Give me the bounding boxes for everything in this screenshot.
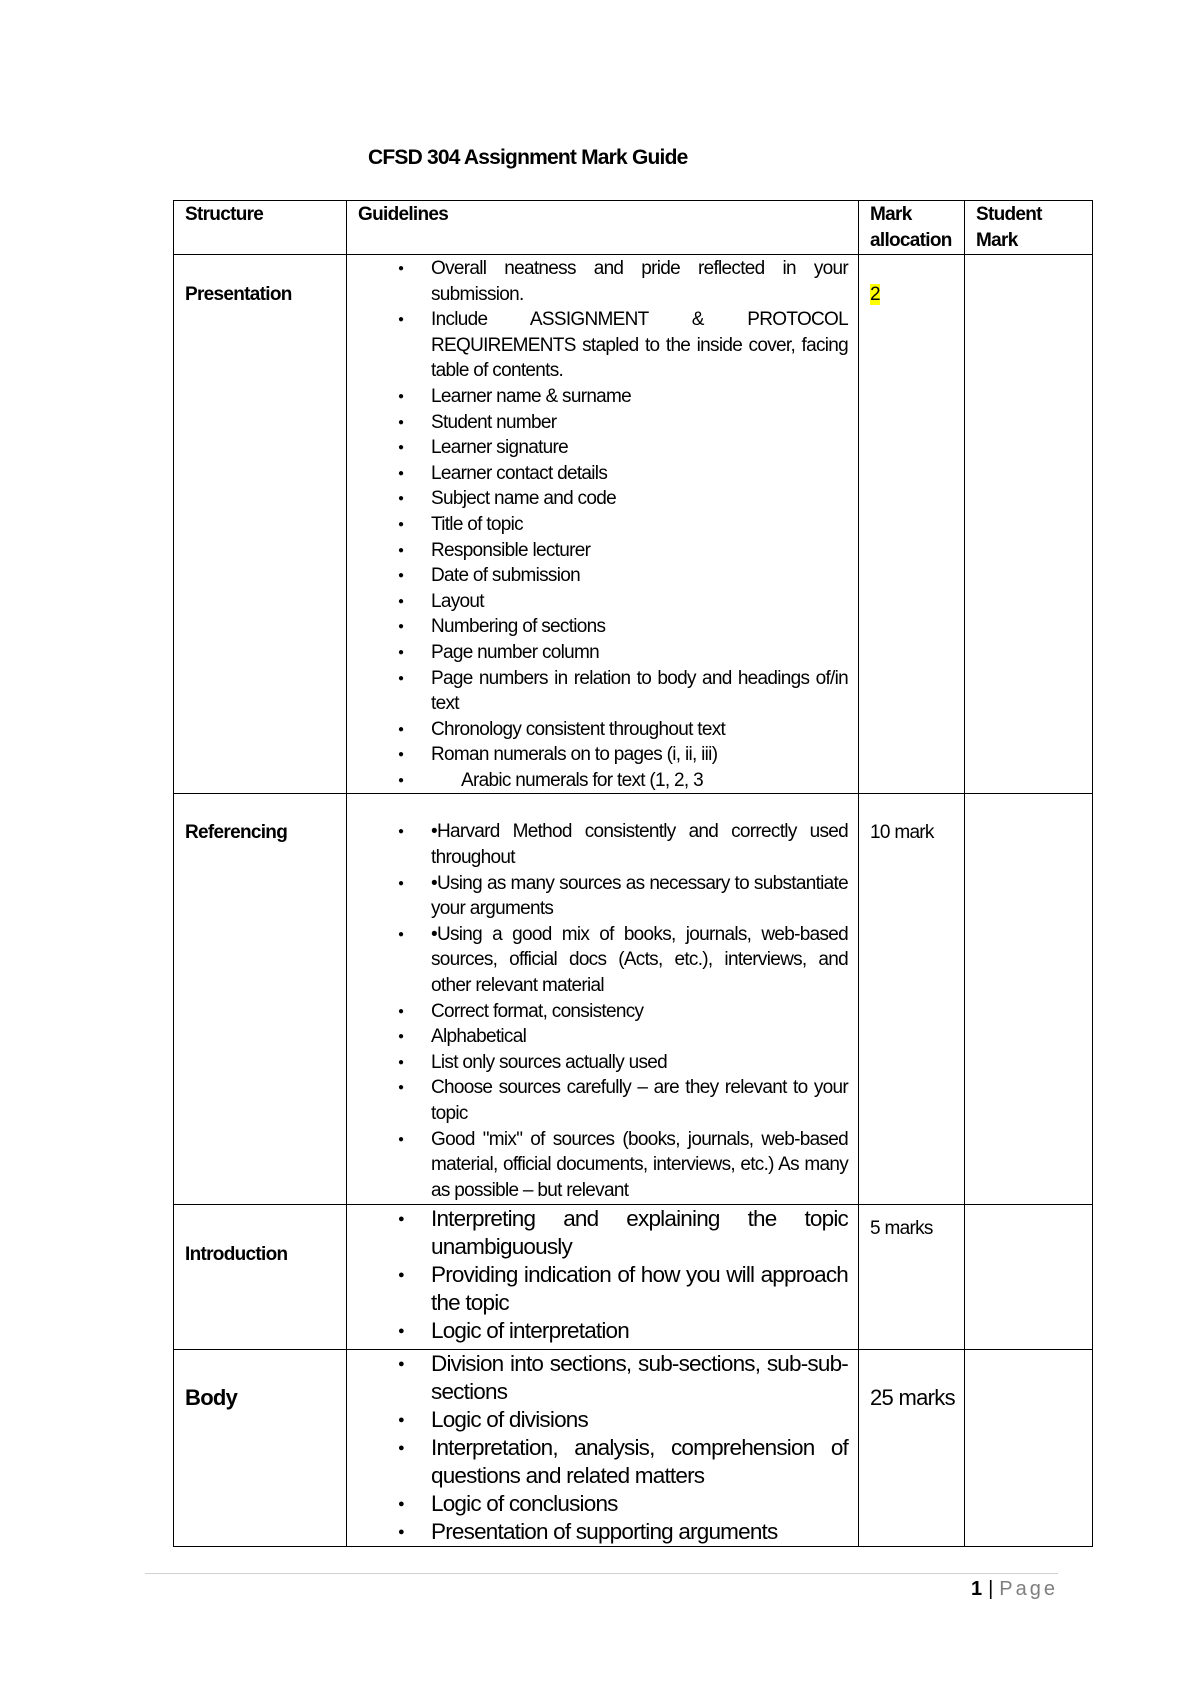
- list-item: ● Alphabetical: [431, 1024, 848, 1050]
- structure-presentation: Presentation: [174, 255, 347, 794]
- footer-separator: |: [988, 1578, 994, 1600]
- header-student-mark: Student Mark: [965, 201, 1093, 255]
- header-guidelines: Guidelines: [347, 201, 859, 255]
- list-item: ● Logic of interpretation: [431, 1317, 848, 1345]
- student-mark-presentation: [965, 255, 1093, 794]
- table-header-row: [174, 201, 1093, 255]
- page-number: 1: [970, 1578, 983, 1600]
- list-item: ● Good "mix" of sources (books, journals, web-based material, official documents, interviews, etc.) As many as possible – but relevant: [431, 1127, 848, 1204]
- list-item: ● Page numbers in relation to body and headings of/in text: [431, 666, 848, 717]
- structure-referencing: Referencing: [174, 794, 347, 1205]
- list-item: ● Learner contact details: [431, 461, 848, 487]
- page-label: Page: [999, 1578, 1058, 1600]
- list-item: ● Title of topic: [431, 512, 848, 538]
- list-item: ● Overall neatness and pride reflected in your submission.: [431, 256, 848, 307]
- mark-referencing: 10 mark: [859, 794, 965, 1205]
- list-item: ● Presentation of supporting arguments: [431, 1518, 848, 1546]
- guideline-list: [347, 1205, 858, 1345]
- list-item: ● Responsible lecturer: [431, 538, 848, 564]
- page-footer: [971, 1578, 1058, 1601]
- document-title: CFSD 304 Assignment Mark Guide: [368, 146, 688, 169]
- table-row-presentation: [174, 255, 1093, 794]
- list-item: ● Logic of conclusions: [431, 1490, 848, 1518]
- list-item: ● List only sources actually used: [431, 1050, 848, 1076]
- mark-guide-table: [173, 200, 1093, 1547]
- list-item: ● Page number column: [431, 640, 848, 666]
- mark-highlight: 2: [870, 284, 880, 305]
- list-item: ● Choose sources carefully – are they relevant to your topic: [431, 1075, 848, 1126]
- list-item: ● •Harvard Method consistently and correctly used throughout: [431, 819, 848, 870]
- student-mark-body: [965, 1350, 1093, 1547]
- list-item: ● Learner name & surname: [431, 384, 848, 410]
- table-row-introduction: [174, 1205, 1093, 1350]
- list-item: ● Providing indication of how you will approach the topic: [431, 1261, 848, 1317]
- list-item-text: Arabic numerals for text (1, 2, 3: [461, 769, 703, 791]
- list-item: [431, 768, 848, 794]
- structure-body: Body: [174, 1350, 347, 1547]
- list-item: ● •Using as many sources as necessary to substantiate your arguments: [431, 871, 848, 922]
- guideline-list: [347, 256, 858, 793]
- list-item: ● Date of submission: [431, 563, 848, 589]
- student-mark-referencing: [965, 794, 1093, 1205]
- list-item: ● Layout: [431, 589, 848, 615]
- header-structure: Structure: [174, 201, 347, 255]
- list-item: ● Correct format, consistency: [431, 999, 848, 1025]
- list-item: ● Learner signature: [431, 435, 848, 461]
- guidelines-referencing: [347, 794, 859, 1205]
- guidelines-presentation: [347, 255, 859, 794]
- structure-introduction: Introduction: [174, 1205, 347, 1350]
- header-mark-allocation: Mark allocation: [859, 201, 965, 255]
- list-item: ● Include ASSIGNMENT & PROTOCOL REQUIREMENTS stapled to the inside cover, facing table of contents.: [431, 307, 848, 384]
- list-item: ● Subject name and code: [431, 486, 848, 512]
- student-mark-introduction: [965, 1205, 1093, 1350]
- guideline-list: [347, 819, 858, 1203]
- list-item: ● Chronology consistent throughout text: [431, 717, 848, 743]
- list-item: ● Student number: [431, 410, 848, 436]
- list-item: ● •Using a good mix of books, journals, web-based sources, official docs (Acts, etc.), interviews, and other relevant material: [431, 922, 848, 999]
- table-row-referencing: [174, 794, 1093, 1205]
- list-item: ● Interpreting and explaining the topic unambiguously: [431, 1205, 848, 1261]
- list-item: ● Interpretation, analysis, comprehension of questions and related matters: [431, 1434, 848, 1490]
- guidelines-introduction: [347, 1205, 859, 1350]
- list-item: ● Logic of divisions: [431, 1406, 848, 1434]
- table-row-body: [174, 1350, 1093, 1547]
- mark-body: 25 marks: [859, 1350, 965, 1547]
- mark-presentation: [859, 255, 965, 794]
- guidelines-body: [347, 1350, 859, 1547]
- footer-divider: [145, 1573, 1058, 1574]
- mark-introduction: 5 marks: [859, 1205, 965, 1350]
- guideline-list: [347, 1350, 858, 1546]
- list-item: ● Roman numerals on to pages (i, ii, iii): [431, 742, 848, 768]
- list-item: ● Division into sections, sub-sections, sub-sub-sections: [431, 1350, 848, 1406]
- list-item: ● Numbering of sections: [431, 614, 848, 640]
